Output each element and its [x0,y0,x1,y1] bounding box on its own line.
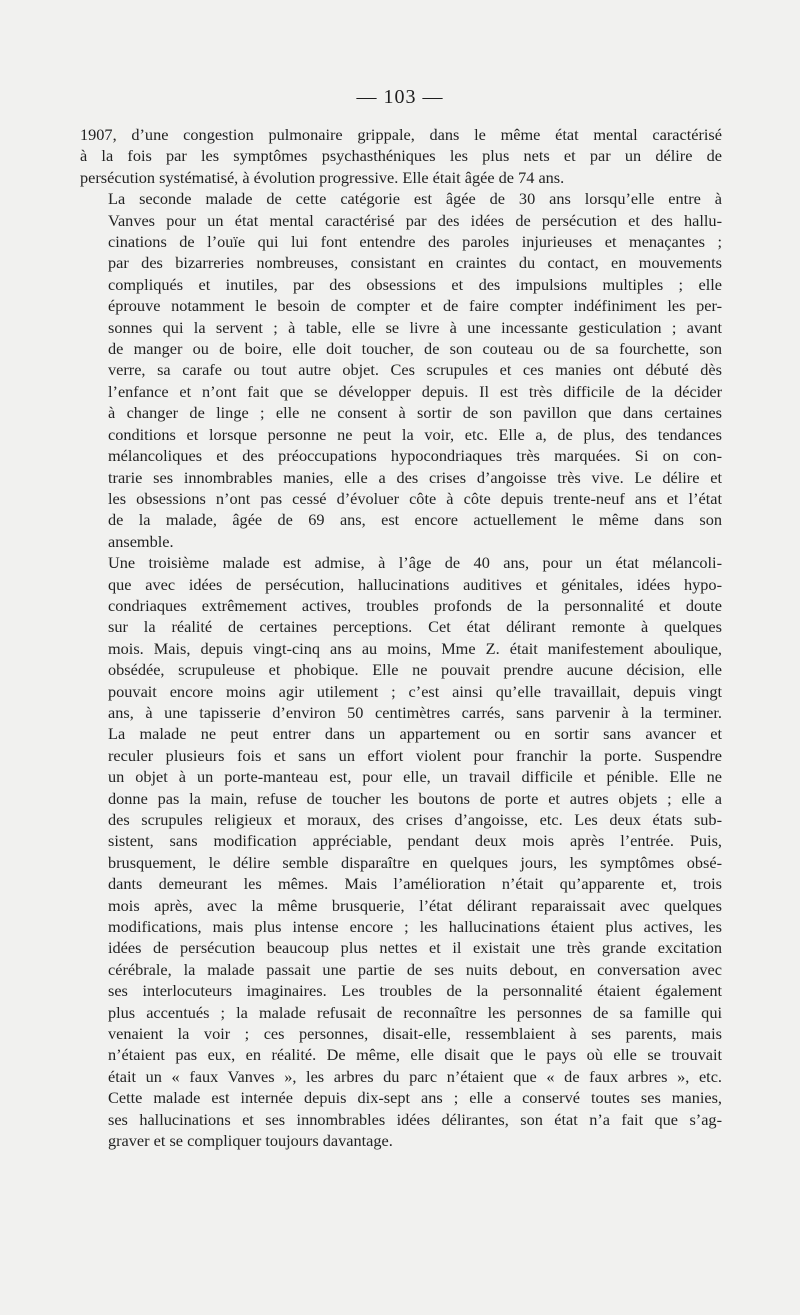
text-line: verre, sa carafe ou tout autre objet. Ces scrupules et ces manies ont débuté dès [108,360,722,380]
text-line: brusquement, le délire semble disparaître en quelques jours, les symptômes obsé- [108,852,722,872]
text-line: des scrupules religieux et moraux, des crises d’angoisse, etc. Les deux états sub- [108,810,722,829]
text-line: Cette malade est internée depuis dix-sept ans ; elle a conservé toutes ses manies, [108,1088,722,1108]
text-line: sistent, sans modification appréciable, pendant deux mois après l’entrée. Puis, [108,831,722,851]
text-line: à la fois par les symptômes psychasthéniques les plus nets et par un délire de [80,146,722,166]
text-line: n’étaient pas eux, en réalité. De même, elle disait que le pays où elle se trouvait [108,1045,722,1065]
text-line: ans, à une tapisserie d’environ 50 centimètres carrés, sans parvenir à la terminer. [108,702,722,722]
text-line: trarie ses innombrables manies, elle a des crises d’angoisse très vive. Le délire et [108,467,722,487]
text-line: La seconde malade de cette catégorie est âgée de 30 ans lorsqu’elle entre à [108,189,722,209]
text-line: Une troisième malade est admise, à l’âge de 40 ans, pour un état mélancoli- [108,553,722,573]
text-line: éprouve notamment le besoin de compter et de faire compter indéfiniment les per- [108,296,722,316]
text-line: plus accentués ; la malade refusait de reconnaître les personnes de sa famille qui [108,1002,722,1022]
text-line: condriaques extrêmement actives, troubles profonds de la personnalité et doute [108,595,722,615]
text-line: ansemble. [108,531,174,551]
text-line: idées de persécution beaucoup plus nettes et il existait une très grande excitation [108,938,722,958]
text-line: cérébrale, la malade passait une partie de ses nuits debout, en conversation avec [108,959,722,979]
paragraph-2 [80,188,722,552]
text-line: venaient la voir ; ces personnes, disait-elle, ressemblaient à ses parents, mais [108,1024,722,1044]
text-line: graver et se compliquer toujours davantage. [108,1131,393,1151]
text-line: La malade ne peut entrer dans un appartement ou en sortir sans avancer et [108,724,722,744]
text-line: les obsessions n’ont pas cessé d’évoluer côte à côte depuis trente-neuf ans et l’état [108,488,722,508]
text-line: mois après, avec la même brusquerie, l’état délirant reparaissait avec quelques [108,895,722,915]
text-line: de manger ou de boire, elle doit toucher, de son couteau ou de sa fourchette, son [108,339,722,359]
text-line: reculer plusieurs fois et sans un effort violent pour franchir la porte. Suspendre [108,745,722,765]
text-line: dants demeurant les mêmes. Mais l’amélioration n’était qu’apparente et, trois [108,874,722,894]
text-line: conditions et lorsque personne ne peut la voir, etc. Elle a, de plus, des tendances [108,424,722,444]
text-line: 1907, d’une congestion pulmonaire grippale, dans le même état mental caractérisé [80,125,722,144]
text-line: mélancoliques et des préoccupations hypocondriaques très marquées. Si on con- [108,446,722,466]
text-line: pouvait encore moins agir utilement ; c’est ainsi qu’elle travaillait, depuis vingt [108,681,722,701]
text-line: un objet à un porte-manteau est, pour elle, un travail difficile et pénible. Elle ne [108,767,722,787]
text-line: sur la réalité de certaines perceptions. Cet état délirant remonte à quelques [108,617,722,637]
text-line: que avec idées de persécution, hallucinations auditives et génitales, idées hypo- [108,574,722,594]
text-line: ses hallucinations et ses innombrables idées délirantes, son état n’a fait que s’ag- [108,1109,722,1129]
text-line: cinations de l’ouïe qui lui font entendre des paroles injurieuses et menaçantes ; [108,232,722,252]
text-line: compliqués et inutiles, par des obsessions et des impulsions multiples ; elle [108,274,722,294]
text-line: modifications, mais plus intense encore ; les hallucinations étaient plus actives, les [108,917,722,937]
text-line: à changer de linge ; elle ne consent à sortir de son pavillon que dans certaines [108,403,722,423]
text-line: était un « faux Vanves », les arbres du parc n’étaient que « de faux arbres », etc. [108,1066,722,1086]
text-line: par des bizarreries nombreuses, consistant en craintes du contact, en mouvements [108,253,722,273]
body-text [80,124,722,1152]
page-number: — 103 — [356,86,444,108]
text-line: sonnes qui la servent ; à table, elle se livre à une incessante gesticulation ; avant [108,317,722,337]
paragraph-1 [80,124,722,188]
text-line: de la malade, âgée de 69 ans, est encore actuellement le même dans son [108,510,722,530]
text-line: persécution systématisé, à évolution progressive. Elle était âgée de 74 ans. [80,167,565,187]
text-line: l’enfance et n’ont fait que se développer depuis. Il est très difficile de la décider [108,381,722,401]
paragraph-3 [80,552,722,1151]
text-line: mois. Mais, depuis vingt-cinq ans au moins, Mme Z. était manifestement aboulique, [108,638,722,658]
text-line: Vanves pour un état mental caractérisé par des idées de persécution et des hallu- [108,210,722,230]
text-line: ses interlocuteurs imaginaires. Les troubles de la personnalité étaient également [108,981,722,1001]
text-line: obsédée, scrupuleuse et phobique. Elle ne pouvait prendre aucune décision, elle [108,660,722,680]
text-line: donne pas la main, refuse de toucher les boutons de porte et autres objets ; elle a [108,788,722,808]
